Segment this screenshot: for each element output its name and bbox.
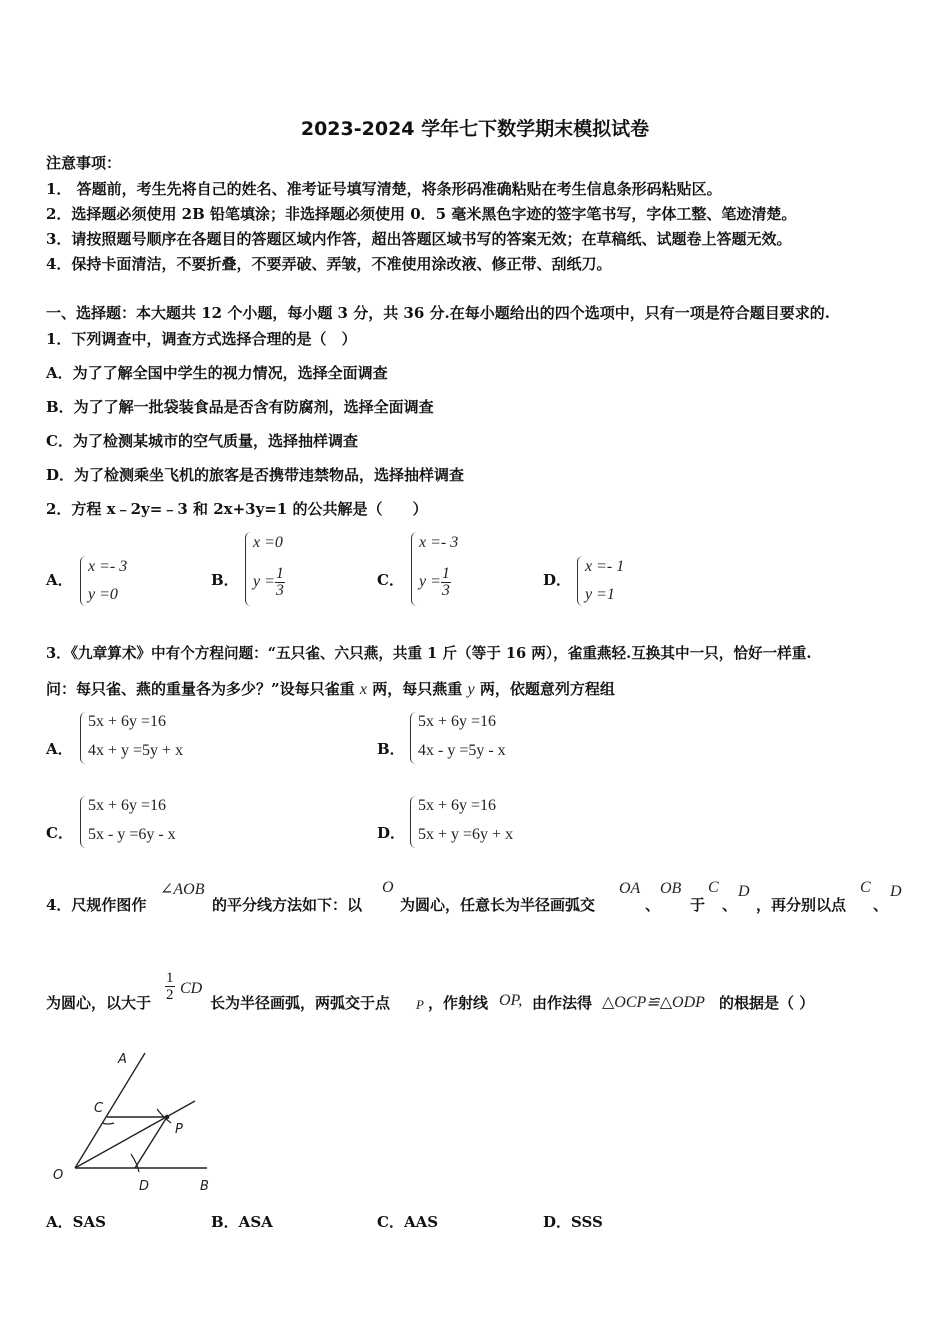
q2-option-b-line2-prefix: y = bbox=[253, 573, 275, 591]
q4-math-aob: ∠AOB bbox=[160, 881, 205, 898]
q4-text-7: ，再分别以点 bbox=[756, 896, 847, 914]
q2-option-c-denominator: 3 bbox=[441, 582, 450, 599]
q3-option-b-line1: 5x + 6y =16 bbox=[418, 713, 497, 730]
ray-oa bbox=[75, 1053, 145, 1168]
label-a: A bbox=[118, 1052, 127, 1067]
q2-option-c-line2-prefix: y = bbox=[419, 573, 441, 591]
notes-item-1: 1． 答题前，考生先将自己的姓名、准考证号填写清楚，将条形码准确粘贴在考生信息条形码粘贴区。 bbox=[46, 180, 722, 198]
q3-option-a-line2: 4x + y =5y + x bbox=[88, 742, 184, 759]
q1-stem: 1．下列调查中，调查方式选择合理的是（ ） bbox=[46, 330, 357, 348]
q4-text-6: 、 bbox=[722, 896, 738, 914]
q3-option-d-line1: 5x + 6y =16 bbox=[418, 797, 497, 814]
q4-text-12: 由作法得 bbox=[532, 994, 593, 1012]
label-c: C bbox=[94, 1101, 104, 1116]
q2-option-c-numerator: 1 bbox=[441, 565, 450, 582]
segment-dp bbox=[135, 1117, 167, 1168]
q1-option-a: A．为了了解全国中学生的视力情况，选择全面调查 bbox=[46, 364, 388, 382]
q2-option-d-line2: y =1 bbox=[585, 586, 615, 603]
q4-angle-bisector-figure bbox=[45, 1045, 225, 1195]
q2-option-c-fraction bbox=[441, 566, 451, 599]
q4-math-p: P bbox=[416, 997, 424, 1012]
notes-heading: 注意事项： bbox=[46, 154, 122, 172]
label-b: B bbox=[200, 1179, 209, 1194]
q3-stem-line1: 3．《九章算术》中有个方程问题：“五只雀、六只燕，共重 1 斤（等于 16 两），雀重燕轻.互换其中一只，恰好一样重. bbox=[46, 645, 812, 662]
q2-option-c-label: C． bbox=[377, 571, 404, 589]
q4-text-1: 4．尺规作图作 bbox=[46, 896, 147, 914]
notes-item-2: 2．选择题必须使用 2B 铅笔填涂；非选择题必须使用 0．5 毫米黑色字迹的签字笔书写，字体工整、笔迹清楚。 bbox=[46, 205, 797, 223]
q3-option-a-label: A． bbox=[46, 740, 73, 758]
q4-text-5: 于 bbox=[690, 896, 706, 914]
q3-option-b-line2: 4x - y =5y - x bbox=[418, 742, 506, 759]
q2-option-b-line2 bbox=[253, 566, 285, 599]
q3-var-y: y bbox=[467, 681, 475, 698]
q3-stem-text-b: 两，每只燕重 bbox=[372, 680, 463, 698]
q2-option-a-label: A． bbox=[46, 571, 73, 589]
q4-math-c2: C bbox=[860, 879, 871, 896]
q4-math-congruence: △OCP≌△ODP bbox=[602, 994, 705, 1011]
notes-item-3: 3．请按照题号顺序在各题目的答题区域内作答，超出答题区域书写的答案无效；在草稿纸、试题卷上答题无效。 bbox=[46, 230, 792, 248]
label-d: D bbox=[139, 1179, 150, 1194]
q4-math-oa: OA bbox=[619, 880, 641, 897]
q4-fraction-numerator: 1 bbox=[166, 970, 174, 986]
q2-option-a-line2: y =0 bbox=[88, 586, 118, 603]
q4-option-c: C．AAS bbox=[377, 1213, 439, 1231]
q3-var-x: x bbox=[359, 681, 367, 698]
q4-text-9: 为圆心，以大于 bbox=[46, 994, 152, 1012]
section-heading: 一、选择题：本大题共 12 个小题，每小题 3 分，共 36 分.在每小题给出的四个选项中，只有一项是符合题目要求的. bbox=[46, 304, 830, 322]
q4-math-d: D bbox=[738, 883, 750, 900]
q4-text-3: 为圆心，任意长为半径画弧交 bbox=[400, 896, 596, 914]
q4-option-b: B．ASA bbox=[211, 1213, 273, 1231]
q4-text-11: ，作射线 bbox=[428, 994, 489, 1012]
q3-option-d-label: D． bbox=[377, 824, 406, 842]
q3-option-c-label: C． bbox=[46, 824, 73, 842]
arc-mark-c bbox=[102, 1123, 114, 1124]
q3-stem-text-a: 问：每只雀、燕的重量各为多少？”设每只雀重 bbox=[46, 680, 355, 698]
q4-math-cd: CD bbox=[180, 980, 203, 997]
q3-option-c-line1: 5x + 6y =16 bbox=[88, 797, 167, 814]
q2-option-b-label: B． bbox=[211, 571, 239, 589]
q4-option-a: A．SAS bbox=[46, 1213, 106, 1231]
q4-math-ob: OB bbox=[660, 880, 682, 897]
point-p bbox=[165, 1115, 170, 1120]
q3-option-a-line1: 5x + 6y =16 bbox=[88, 713, 167, 730]
q4-text-8: 、 bbox=[873, 896, 889, 914]
q2-option-b-numerator: 1 bbox=[275, 565, 284, 582]
q3-stem-line2 bbox=[46, 678, 615, 699]
q1-option-d: D．为了检测乘坐飞机的旅客是否携带违禁物品，选择抽样调查 bbox=[46, 466, 465, 484]
label-o: O bbox=[53, 1168, 64, 1183]
q2-option-b-line1: x =0 bbox=[253, 534, 283, 551]
q2-stem: 2．方程 x﹣2y=﹣3 和 2x+3y=1 的公共解是（ ） bbox=[46, 500, 428, 518]
label-p: P bbox=[175, 1122, 183, 1137]
q4-fraction-denominator: 2 bbox=[166, 987, 174, 1003]
q4-fraction-half bbox=[165, 970, 175, 1003]
q1-option-b: B．为了了解一批袋装食品是否含有防腐剂，选择全面调查 bbox=[46, 398, 434, 416]
q4-math-d2: D bbox=[890, 883, 902, 900]
q3-option-b-label: B． bbox=[377, 740, 405, 758]
q4-text-4: 、 bbox=[645, 896, 661, 914]
q2-option-b-fraction bbox=[275, 566, 285, 599]
q3-option-c-line2: 5x - y =6y - x bbox=[88, 826, 176, 843]
notes-item-4: 4．保持卡面清洁，不要折叠，不要弄破、弄皱，不准使用涂改液、修正带、刮纸刀。 bbox=[46, 255, 612, 273]
q4-option-d: D．SSS bbox=[543, 1213, 603, 1231]
q2-option-d-label: D． bbox=[543, 571, 572, 589]
q4-math-o: O bbox=[382, 879, 394, 896]
q2-option-a-line1: x =- 3 bbox=[88, 558, 128, 575]
q2-option-c-line2 bbox=[419, 566, 451, 599]
q2-option-b-denominator: 3 bbox=[275, 582, 284, 599]
q1-option-c: C．为了检测某城市的空气质量，选择抽样调查 bbox=[46, 432, 358, 450]
q4-math-op: OP, bbox=[499, 992, 523, 1009]
q2-option-c-line1: x =- 3 bbox=[419, 534, 459, 551]
q3-option-d-line2: 5x + y =6y + x bbox=[418, 826, 514, 843]
q2-option-d-line1: x =- 1 bbox=[585, 558, 625, 575]
q4-text-13: 的根据是（ ） bbox=[719, 994, 815, 1012]
q4-math-c: C bbox=[708, 879, 719, 896]
page-title: 2023-2024 学年七下数学期末模拟试卷 bbox=[300, 118, 650, 140]
q4-text-10: 长为半径画弧，两弧交于点 bbox=[210, 994, 391, 1012]
q3-stem-text-c: 两，依题意列方程组 bbox=[479, 680, 615, 698]
q4-text-2: 的平分线方法如下：以 bbox=[212, 896, 363, 914]
